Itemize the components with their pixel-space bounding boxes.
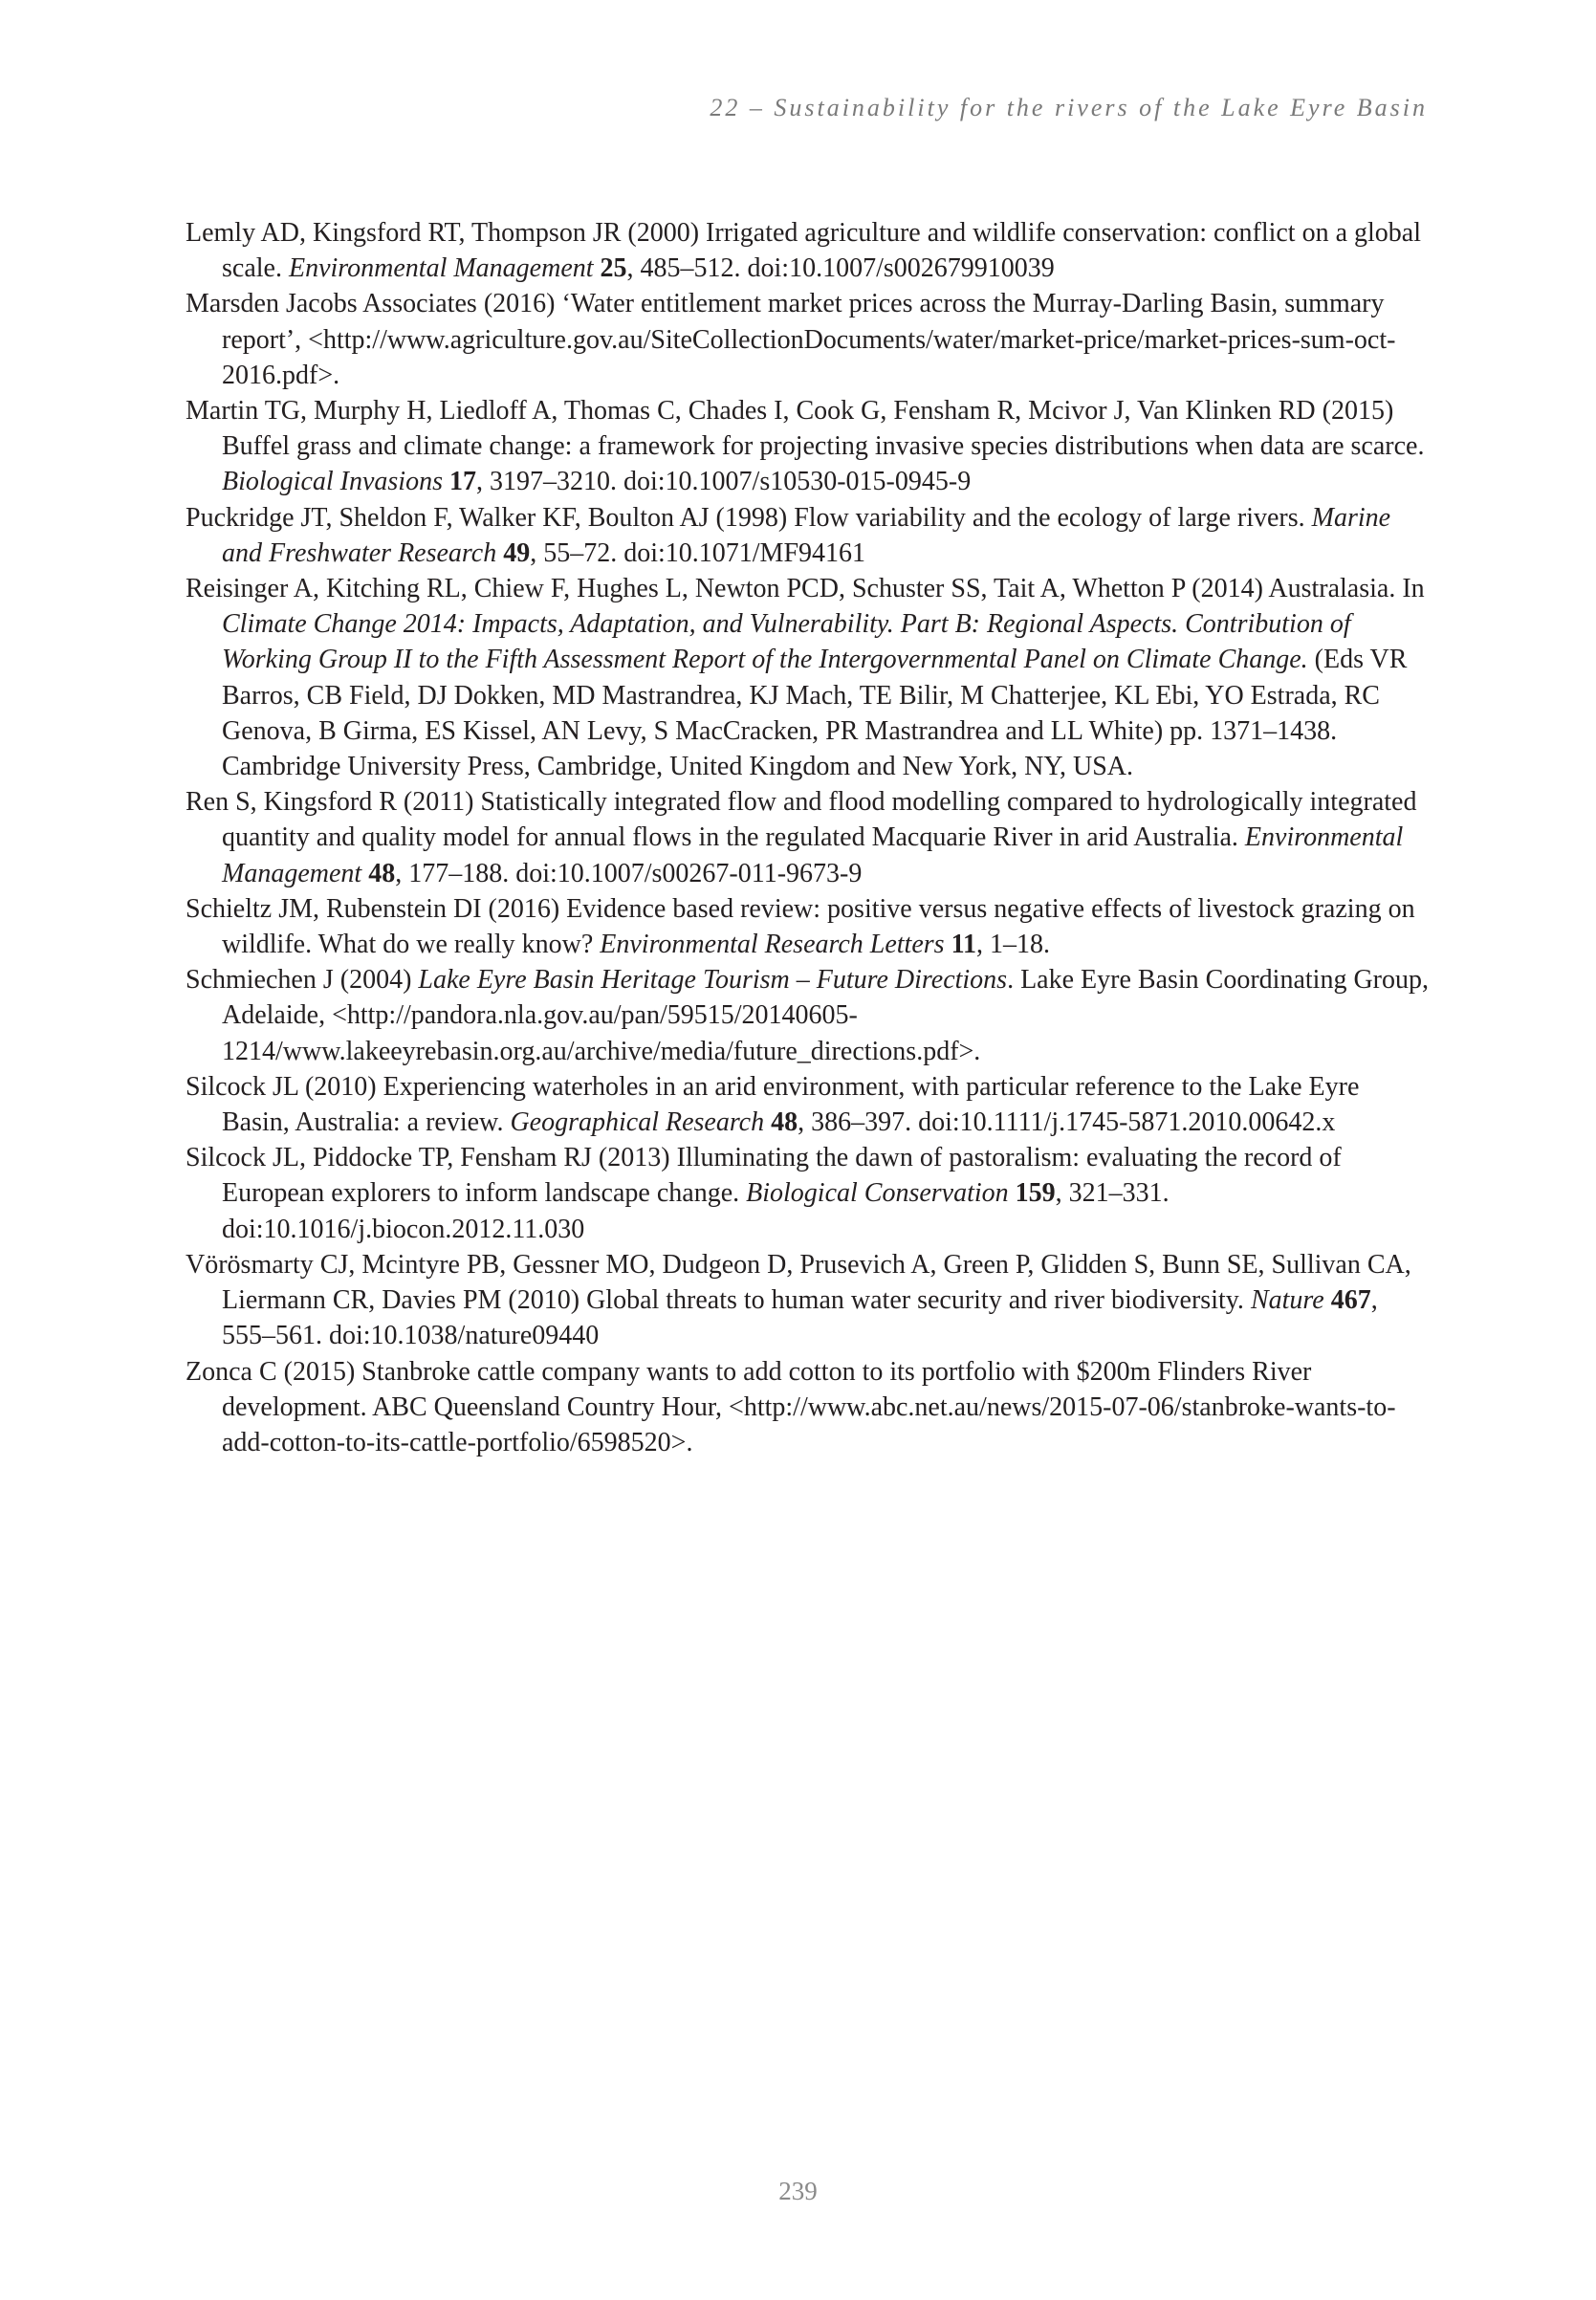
reference-volume: 467 [1330, 1285, 1371, 1316]
reference-text: , 555–561. doi:10.1038/nature09440 [222, 1285, 1378, 1351]
reference-volume: 49 [503, 537, 531, 568]
reference-text: , 386–397. doi:10.1111/j.1745-5871.2010.00642.x [798, 1107, 1336, 1138]
running-head: 22 – Sustainability for the rivers of the Lake Eyre Basin [710, 94, 1428, 121]
reference-text: Reisinger A, Kitching RL, Chiew F, Hughes L, Newton PCD, Schuster SS, Tait A, Whetton P (2014) Australasia. In [186, 574, 1425, 604]
reference-text: Marsden Jacobs Associates (2016) ‘Water entitlement market prices across the Murray-Darling Basin, summary report’, <http://www.agriculture.gov.au/SiteCollectionDocuments/water/market-price/market-prices-sum-oct-2016.pdf>. [186, 289, 1396, 390]
reference-entry [186, 1140, 1429, 1247]
reference-entry [186, 1354, 1429, 1461]
reference-entry [186, 891, 1429, 962]
reference-entry [186, 571, 1429, 784]
reference-volume: 25 [600, 253, 627, 284]
reference-text [594, 253, 601, 283]
reference-text: Ren S, Kingsford R (2011) Statistically integrated flow and flood modelling compared to hydrologically integrated quantity and quality model for annual flows in the regulated Macquarie River in arid Australia. [186, 787, 1417, 853]
reference-entry [186, 215, 1429, 286]
reference-text: Silcock JL (2010) Experiencing waterholes in an arid environment, with particular reference to the Lake Eyre Basin, Australia: a review. [186, 1071, 1360, 1138]
reference-text: Zonca C (2015) Stanbroke cattle company wants to add cotton to its portfolio with $200m Flinders River development. ABC Queensland Country Hour, <http://www.abc.net.au/news/2015-07-06/stanbroke-wants-to-add-cotton-to-its-cattle-portfolio/6598520>. [186, 1356, 1396, 1457]
reference-text: , 485–512. doi:10.1007/s002679910039 [626, 253, 1055, 284]
reference-text [443, 467, 449, 496]
reference-text: Silcock JL, Piddocke TP, Fensham RJ (2013) Illuminating the dawn of pastoralism: evaluating the record of European explorers to inform landscape change. [186, 1143, 1342, 1209]
reference-entry [186, 1247, 1429, 1354]
reference-text: , 321–331. doi:10.1016/j.biocon.2012.11.030 [222, 1178, 1170, 1244]
reference-title: Geographical Research [510, 1107, 765, 1138]
reference-title: Marine and Freshwater Research [222, 502, 1391, 568]
reference-title: Biological Invasions [222, 467, 443, 497]
reference-text: (Eds VR Barros, CB Field, DJ Dokken, MD Mastrandrea, KJ Mach, TE Bilir, M Chatterjee, KL Ebi, YO Estrada, RC Genova, B Girma, ES Kissel, AN Levy, S MacCracken, PR Mastrandrea and LL White) pp. 1371–1438. Cambridge University Press, Cambridge, United Kingdom and New York, NY, USA. [222, 645, 1408, 782]
reference-text: , 1–18. [976, 930, 1051, 960]
reference-volume: 48 [368, 858, 396, 888]
reference-title: Climate Change 2014: Impacts, Adaptation, and Vulnerability. Part B: Regional Aspects. Contribution of Working Group II to the Fifth Assessment Report of the Intergovernmental Panel on Climate Change. [222, 609, 1351, 675]
reference-entry [186, 784, 1429, 891]
reference-title: Lake Eyre Basin Heritage Tourism – Future Directions [418, 965, 1008, 996]
reference-text: . Lake Eyre Basin Coordinating Group, Adelaide, <http://pandora.nla.gov.au/pan/59515/20140605-1214/www.lakeeyrebasin.org.au/archive/media/future_directions.pdf>. [222, 965, 1429, 1066]
reference-text [1324, 1285, 1331, 1315]
reference-entry [186, 1069, 1429, 1140]
reference-title: Environmental Management [288, 253, 594, 284]
reference-text [945, 930, 951, 959]
reference-volume: 48 [771, 1107, 798, 1138]
reference-list [186, 215, 1429, 1460]
reference-volume: 11 [951, 930, 977, 960]
reference-title: Environmental Management [222, 822, 1404, 888]
reference-entry [186, 393, 1429, 500]
reference-text [1009, 1178, 1016, 1208]
reference-entry [186, 500, 1429, 571]
reference-text: , 177–188. doi:10.1007/s00267-011-9673-9 [395, 858, 863, 888]
reference-title: Biological Conservation [746, 1178, 1009, 1209]
reference-entry [186, 962, 1429, 1069]
reference-text: , 55–72. doi:10.1071/MF94161 [530, 537, 866, 568]
reference-text: Schmiechen J (2004) [186, 965, 419, 996]
reference-entry [186, 286, 1429, 393]
reference-text: Puckridge JT, Sheldon F, Walker KF, Boulton AJ (1998) Flow variability and the ecology of large rivers. [186, 502, 1312, 533]
reference-title: Environmental Research Letters [600, 930, 945, 960]
reference-volume: 159 [1015, 1178, 1056, 1209]
reference-text: Martin TG, Murphy H, Liedloff A, Thomas C, Chades I, Cook G, Fensham R, Mcivor J, Van Klinken RD (2015) Buffel grass and climate change: a framework for projecting invasive species distributions when data are scarce. [186, 396, 1425, 462]
reference-text: Lemly AD, Kingsford RT, Thompson JR (2000) Irrigated agriculture and wildlife conservation: conflict on a global scale. [186, 218, 1421, 284]
reference-text: Schieltz JM, Rubenstein DI (2016) Evidence based review: positive versus negative effects of livestock grazing on wildlife. What do we really know? [186, 893, 1415, 960]
reference-title: Nature [1250, 1285, 1324, 1316]
reference-volume: 17 [448, 467, 476, 497]
reference-text: Vörösmarty CJ, Mcintyre PB, Gessner MO, Dudgeon D, Prusevich A, Green P, Glidden S, Bunn SE, Sullivan CA, Liermann CR, Davies PM (2010) Global threats to human water security and river biodiversity. [186, 1249, 1411, 1316]
page-number: 239 [778, 2177, 818, 2205]
reference-text: , 3197–3210. doi:10.1007/s10530-015-0945-9 [475, 467, 972, 497]
